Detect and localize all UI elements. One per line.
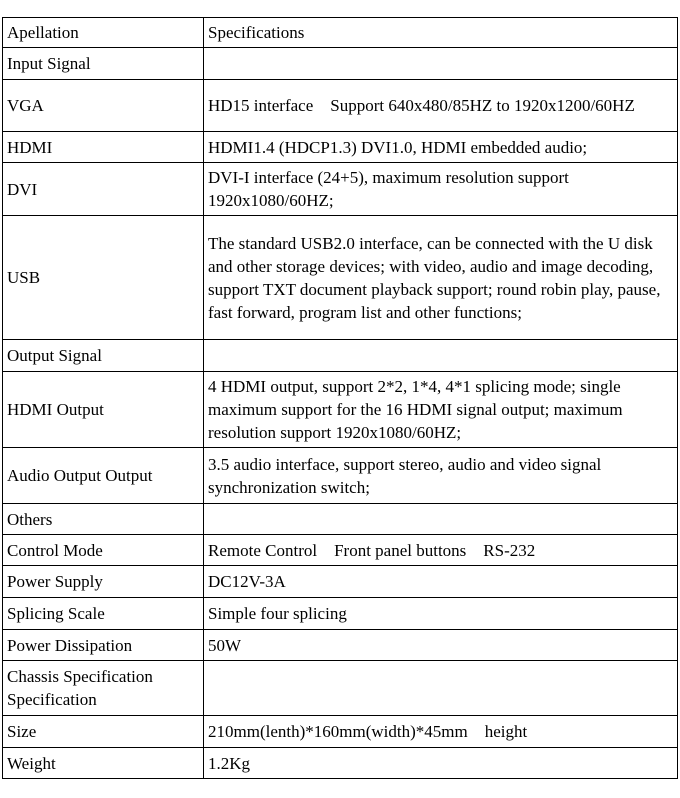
- row-label: Chassis Specification Specification: [3, 661, 204, 716]
- row-label: Weight: [3, 748, 204, 779]
- row-value: 3.5 audio interface, support stereo, audio and video signal synchronization switch;: [204, 448, 678, 504]
- header-specifications: Specifications: [204, 18, 678, 48]
- row-label: Output Signal: [3, 340, 204, 372]
- row-value: [204, 661, 678, 716]
- table-row: [3, 504, 678, 535]
- row-value: [204, 504, 678, 535]
- row-value: HDMI1.4 (HDCP1.3) DVI1.0, HDMI embedded audio;: [204, 132, 678, 163]
- row-label: USB: [3, 216, 204, 340]
- row-value: 4 HDMI output, support 2*2, 1*4, 4*1 splicing mode; single maximum support for the 16 HDMI signal output; maximum resolution support 1920x1080/60HZ;: [204, 372, 678, 448]
- row-label: Control Mode: [3, 535, 204, 566]
- row-label: DVI: [3, 163, 204, 216]
- table-row: [3, 566, 678, 598]
- header-apellation: Apellation: [3, 18, 204, 48]
- table-row: [3, 598, 678, 630]
- row-value: DC12V-3A: [204, 566, 678, 598]
- row-value: [204, 340, 678, 372]
- table-row: [3, 216, 678, 340]
- row-value: 210mm(lenth)*160mm(width)*45mm height: [204, 716, 678, 748]
- table-row: [3, 661, 678, 716]
- table-row: [3, 48, 678, 80]
- row-value: Simple four splicing: [204, 598, 678, 630]
- table-row: [3, 340, 678, 372]
- table-row: [3, 372, 678, 448]
- table-row: [3, 535, 678, 566]
- table-row: [3, 163, 678, 216]
- row-label: VGA: [3, 80, 204, 132]
- row-label: HDMI Output: [3, 372, 204, 448]
- specifications-table: [2, 17, 678, 779]
- row-value: DVI-I interface (24+5), maximum resolution support 1920x1080/60HZ;: [204, 163, 678, 216]
- row-label: Power Dissipation: [3, 630, 204, 661]
- table-row: [3, 748, 678, 779]
- row-value: 1.2Kg: [204, 748, 678, 779]
- row-value: HD15 interface Support 640x480/85HZ to 1920x1200/60HZ: [204, 80, 678, 132]
- row-label: Splicing Scale: [3, 598, 204, 630]
- row-label: Audio Output Output: [3, 448, 204, 504]
- table-row: [3, 80, 678, 132]
- row-value: Remote Control Front panel buttons RS-232: [204, 535, 678, 566]
- row-label: Power Supply: [3, 566, 204, 598]
- table-header-row: [3, 18, 678, 48]
- row-value: [204, 48, 678, 80]
- row-value: 50W: [204, 630, 678, 661]
- table-row: [3, 132, 678, 163]
- row-label: Others: [3, 504, 204, 535]
- row-label: Size: [3, 716, 204, 748]
- table-row: [3, 716, 678, 748]
- row-label: Input Signal: [3, 48, 204, 80]
- table-row: [3, 630, 678, 661]
- table-row: [3, 448, 678, 504]
- row-label: HDMI: [3, 132, 204, 163]
- row-value: The standard USB2.0 interface, can be connected with the U disk and other storage devices; with video, audio and image decoding, support TXT document playback support; round robin play, pause, fast forward, program list and other functions;: [204, 216, 678, 340]
